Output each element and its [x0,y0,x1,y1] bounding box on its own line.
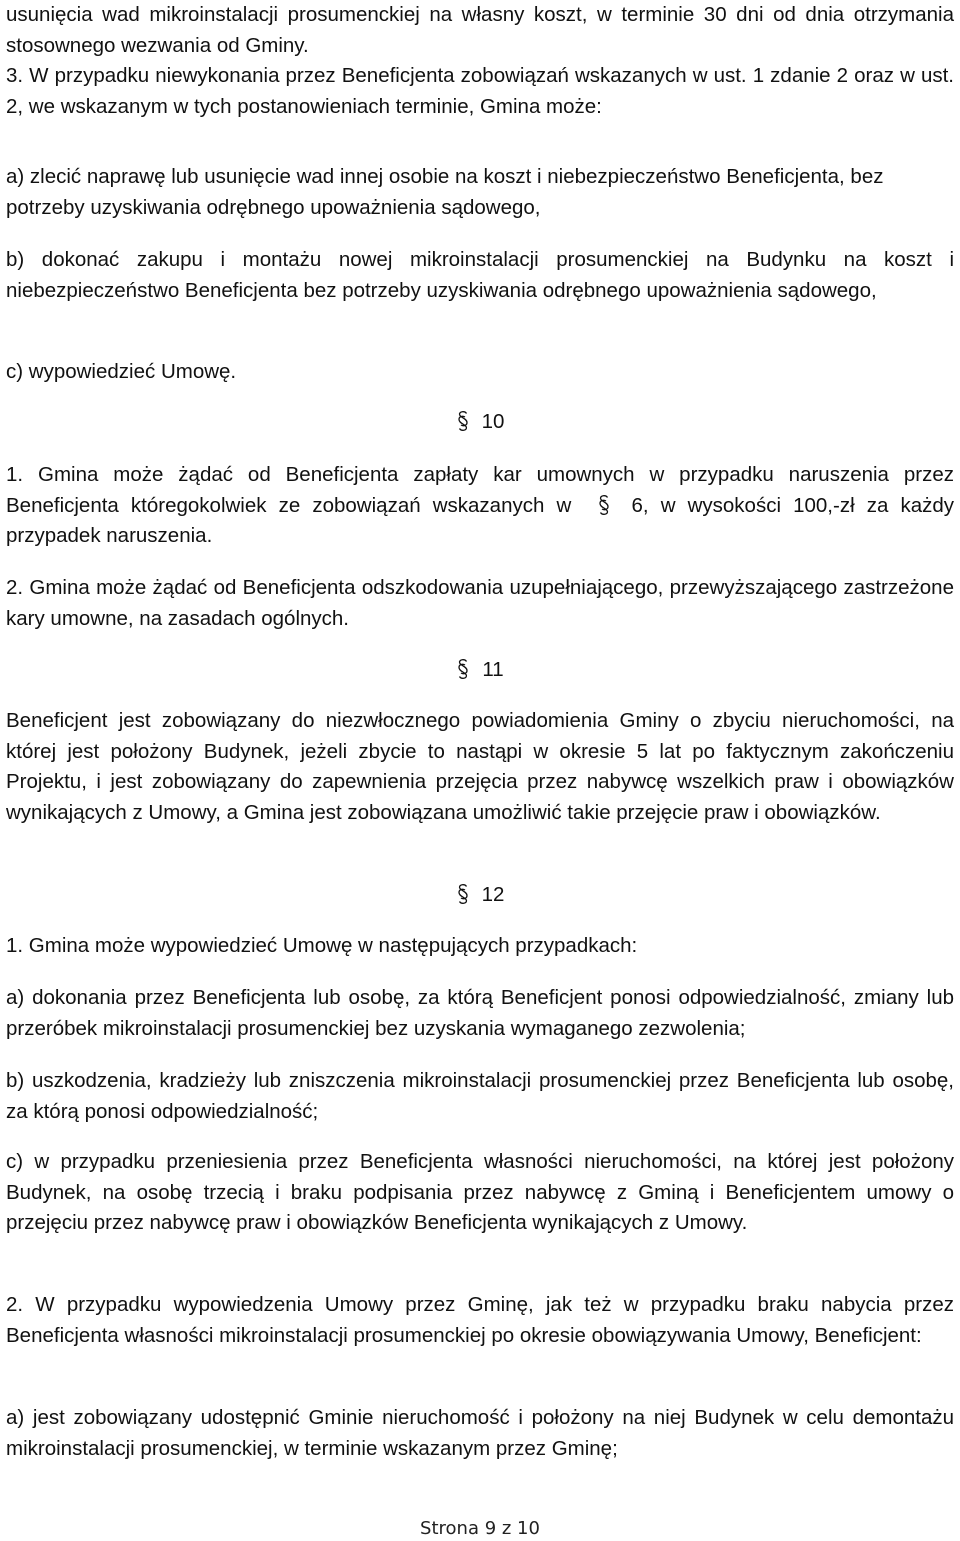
page-number-footer: Strona 9 z 10 [420,1518,540,1539]
paragraph-intro: usunięcia wad mikroinstalacji prosumenckiej na własny koszt, w terminie 30 dni od dnia otrzymania stosownego wezwania od Gminy. [6,3,954,57]
section-sign-icon [456,883,470,905]
paragraph-12-2a: a) jest zobowiązany udostępnić Gminie nieruchomość i położony na niej Budynek w celu demontażu mikroinstalacji prosumenckiej, w terminie wskazanym przez Gminę; [6,1406,954,1460]
section-number: 12 [481,883,505,906]
paragraph-10-1-text: 1. Gmina może żądać od Beneficjenta zapłaty kar umownych w przypadku naruszenia przez Beneficjenta któregokolwiek ze zobowiązań wskazanych w [6,463,954,517]
paragraph-12-1b: b) uszkodzenia, kradzieży lub zniszczenia mikroinstalacji prosumenckiej przez Beneficjenta lub osobę, za którą ponosi odpowiedzialność; [6,1069,954,1123]
paragraph-3a: a) zlecić naprawę lub usunięcie wad innej osobie na koszt i niebezpieczeństwo Beneficjenta, bez potrzeby uzyskiwania odrębnego upoważnienia sądowego, [6,165,884,219]
section-heading-12 [0,880,960,910]
paragraph-10-2: 2. Gmina może żądać od Beneficjenta odszkodowania uzupełniającego, przewyższającego zastrzeżone kary umowne, na zasadach ogólnych. [6,576,954,630]
section-number: 11 [482,658,504,681]
paragraph-11: Beneficjent jest zobowiązany do niezwłocznego powiadomienia Gminy o zbyciu nieruchomości, na której jest położony Budynek, jeżeli zbycie to nastąpi w okresie 5 lat po faktycznym zakończeniu Projektu, i jest zobowiązany do zapewnienia przejęcia przez nabywcę wszelkich praw i obowiązków wynikających z Umowy, a Gmina jest zobowiązana umożliwić takie przejęcie praw i obowiązków. [6,709,954,824]
paragraph-10-1-ref: 6, w wysokości 100,-zł za każdy przypadek naruszenia. [6,493,955,547]
section-sign-icon [456,658,470,680]
section-heading-10 [0,407,960,437]
section-sign-icon [597,494,611,516]
section-heading-11 [0,655,960,685]
section-sign-icon [456,410,470,432]
paragraph-12-1c: c) w przypadku przeniesienia przez Beneficjenta własności nieruchomości, na której jest położony Budynek, na osobę trzecią i braku podpisania przez nabywcę z Gminą i Beneficjentem umowy o przejęciu przez nabywcę praw i obowiązków Beneficjenta wynikających z Umowy. [6,1150,954,1234]
paragraph-12-1: 1. Gmina może wypowiedzieć Umowę w następujących przypadkach: [6,934,638,957]
paragraph-12-2: 2. W przypadku wypowiedzenia Umowy przez Gminę, jak też w przypadku braku nabycia przez Beneficjenta własności mikroinstalacji prosumenckiej po okresie obowiązywania Umowy, Beneficjent: [6,1293,954,1347]
paragraph-3b: b) dokonać zakupu i montażu nowej mikroinstalacji prosumenckiej na Budynku na koszt i niebezpieczeństwo Beneficjenta bez potrzeby uzyskiwania odrębnego upoważnienia sądowego, [6,248,954,302]
paragraph-12-1a: a) dokonania przez Beneficjenta lub osobę, za którą Beneficjent ponosi odpowiedzialność, zmiany lub przeróbek mikroinstalacji prosumenckiej bez uzyskania wymaganego zezwolenia; [6,986,954,1040]
section-number: 10 [481,410,505,433]
paragraph-3: 3. W przypadku niewykonania przez Beneficjenta zobowiązań wskazanych w ust. 1 zdanie 2 oraz w ust. 2, we wskazanym w tych postanowieniach terminie, Gmina może: [6,64,954,118]
paragraph-3c: c) wypowiedzieć Umowę. [6,360,237,383]
paragraph-10-1 [6,460,954,552]
